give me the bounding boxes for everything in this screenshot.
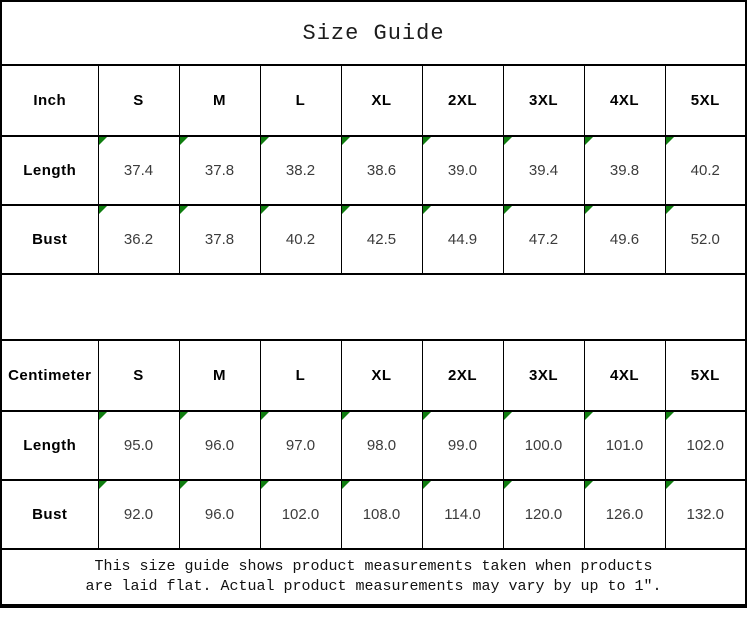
cell-marker-icon xyxy=(666,481,674,489)
cm-header-row xyxy=(1,340,746,411)
measurement-value: 49.6 xyxy=(609,231,640,248)
cell-marker-icon xyxy=(504,412,512,420)
measurement-cell xyxy=(341,136,422,205)
spacer-cell xyxy=(1,274,746,340)
measurement-cell xyxy=(179,136,260,205)
size-header-4xl: 4XL xyxy=(584,340,665,411)
size-header-xl: XL xyxy=(341,340,422,411)
measurement-value: 108.0 xyxy=(362,506,401,523)
cell-marker-icon xyxy=(666,137,674,145)
measurement-cell xyxy=(665,411,746,480)
row-label-length: Length xyxy=(1,136,98,205)
measurement-cell xyxy=(422,411,503,480)
measurement-cell xyxy=(98,411,179,480)
size-header-2xl: 2XL xyxy=(422,65,503,136)
measurement-value: 52.0 xyxy=(690,231,720,248)
cell-marker-icon xyxy=(585,137,593,145)
measurement-cell xyxy=(503,411,584,480)
cell-marker-icon xyxy=(99,481,107,489)
cell-marker-icon xyxy=(585,412,593,420)
unit-label-inch: Inch xyxy=(1,65,98,136)
measurement-value: 36.2 xyxy=(123,231,154,248)
measurement-value: 97.0 xyxy=(285,437,316,454)
cell-marker-icon xyxy=(180,137,188,145)
measurement-cell xyxy=(260,205,341,274)
size-header-s: S xyxy=(98,340,179,411)
size-header-3xl: 3XL xyxy=(503,340,584,411)
size-header-xl: XL xyxy=(341,65,422,136)
measurement-value: 102.0 xyxy=(686,437,725,454)
measurement-value: 120.0 xyxy=(524,506,563,523)
row-label-length: Length xyxy=(1,411,98,480)
measurement-cell xyxy=(665,136,746,205)
cm-length-row xyxy=(1,411,746,480)
size-header-l: L xyxy=(260,65,341,136)
measurement-cell xyxy=(503,205,584,274)
size-header-s: S xyxy=(98,65,179,136)
cell-marker-icon xyxy=(423,412,431,420)
measurement-value: 96.0 xyxy=(204,437,235,454)
measurement-cell xyxy=(584,480,665,549)
measurement-cell xyxy=(422,205,503,274)
unit-label-centimeter: Centimeter xyxy=(1,340,98,411)
measurement-cell xyxy=(260,480,341,549)
measurement-value: 44.9 xyxy=(447,231,478,248)
measurement-cell xyxy=(503,136,584,205)
spacer-row xyxy=(1,274,746,340)
measurement-cell xyxy=(584,205,665,274)
measurement-value: 99.0 xyxy=(447,437,478,454)
cell-marker-icon xyxy=(180,481,188,489)
cell-marker-icon xyxy=(504,137,512,145)
measurement-cell xyxy=(584,136,665,205)
size-header-l: L xyxy=(260,340,341,411)
measurement-value: 114.0 xyxy=(444,506,481,523)
footer-row xyxy=(1,549,746,606)
cell-marker-icon xyxy=(423,137,431,145)
cell-marker-icon xyxy=(261,137,269,145)
footer-note-line1: This size guide shows product measurements taken when products xyxy=(94,558,653,575)
measurement-value: 39.8 xyxy=(609,162,640,179)
footer-note xyxy=(1,549,746,606)
cell-marker-icon xyxy=(423,206,431,214)
measurement-value: 37.4 xyxy=(123,162,154,179)
measurement-value: 95.0 xyxy=(123,437,154,454)
measurement-value: 38.6 xyxy=(366,162,397,179)
measurement-value: 38.2 xyxy=(285,162,316,179)
measurement-value: 39.4 xyxy=(528,162,559,179)
measurement-value: 102.0 xyxy=(281,506,320,523)
cell-marker-icon xyxy=(180,206,188,214)
measurement-value: 96.0 xyxy=(204,506,235,523)
page-title: Size Guide xyxy=(1,1,746,65)
measurement-cell xyxy=(98,480,179,549)
measurement-value: 132.0 xyxy=(686,506,725,523)
inch-bust-row xyxy=(1,205,746,274)
footer-note-line2: are laid flat. Actual product measurements may vary by up to 1″. xyxy=(85,578,662,595)
cell-marker-icon xyxy=(585,481,593,489)
measurement-value: 126.0 xyxy=(605,506,644,523)
cm-bust-row xyxy=(1,480,746,549)
size-header-3xl: 3XL xyxy=(503,65,584,136)
measurement-cell xyxy=(503,480,584,549)
cell-marker-icon xyxy=(99,412,107,420)
size-header-5xl: 5XL xyxy=(665,65,746,136)
cell-marker-icon xyxy=(342,412,350,420)
cell-marker-icon xyxy=(666,412,674,420)
cell-marker-icon xyxy=(423,481,431,489)
measurement-cell xyxy=(98,136,179,205)
row-label-bust: Bust xyxy=(1,205,98,274)
cell-marker-icon xyxy=(180,412,188,420)
measurement-cell xyxy=(341,480,422,549)
size-header-4xl: 4XL xyxy=(584,65,665,136)
measurement-cell xyxy=(422,136,503,205)
measurement-cell xyxy=(341,205,422,274)
measurement-cell xyxy=(179,411,260,480)
cell-marker-icon xyxy=(585,206,593,214)
measurement-cell xyxy=(179,480,260,549)
cell-marker-icon xyxy=(504,206,512,214)
measurement-value: 40.2 xyxy=(285,231,316,248)
measurement-value: 37.8 xyxy=(204,231,235,248)
measurement-value: 40.2 xyxy=(690,162,720,179)
cell-marker-icon xyxy=(342,481,350,489)
row-label-bust: Bust xyxy=(1,480,98,549)
measurement-cell xyxy=(98,205,179,274)
measurement-cell xyxy=(179,205,260,274)
inch-length-row xyxy=(1,136,746,205)
cell-marker-icon xyxy=(666,206,674,214)
size-header-m: M xyxy=(179,340,260,411)
size-header-m: M xyxy=(179,65,260,136)
cell-marker-icon xyxy=(261,206,269,214)
measurement-cell xyxy=(665,480,746,549)
measurement-value: 47.2 xyxy=(528,231,559,248)
measurement-value: 37.8 xyxy=(204,162,235,179)
cell-marker-icon xyxy=(504,481,512,489)
cell-marker-icon xyxy=(99,206,107,214)
size-header-2xl: 2XL xyxy=(422,340,503,411)
measurement-value: 98.0 xyxy=(366,437,397,454)
measurement-value: 100.0 xyxy=(524,437,563,454)
cell-marker-icon xyxy=(342,137,350,145)
cell-marker-icon xyxy=(99,137,107,145)
measurement-cell xyxy=(665,205,746,274)
measurement-value: 92.0 xyxy=(123,506,154,523)
measurement-value: 42.5 xyxy=(366,231,397,248)
measurement-value: 39.0 xyxy=(447,162,478,179)
measurement-cell xyxy=(422,480,503,549)
cell-marker-icon xyxy=(342,206,350,214)
measurement-cell xyxy=(341,411,422,480)
cell-marker-icon xyxy=(261,412,269,420)
measurement-value: 101.0 xyxy=(605,437,644,454)
size-header-5xl: 5XL xyxy=(665,340,746,411)
cell-marker-icon xyxy=(261,481,269,489)
measurement-cell xyxy=(260,411,341,480)
title-row xyxy=(1,1,746,65)
measurement-cell xyxy=(584,411,665,480)
measurement-cell xyxy=(260,136,341,205)
inch-header-row xyxy=(1,65,746,136)
